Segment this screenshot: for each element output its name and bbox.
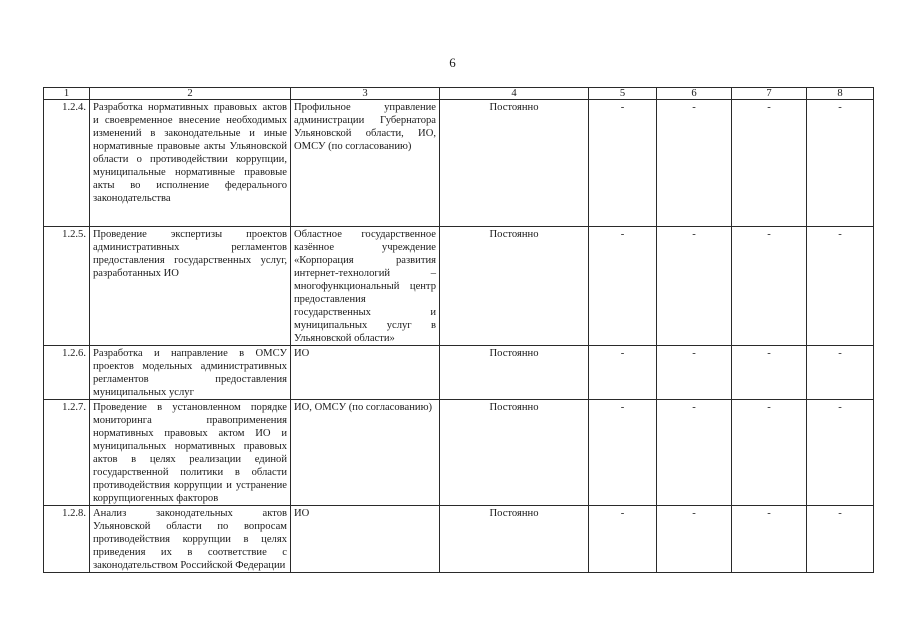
- term-cell: Постоянно: [440, 400, 589, 506]
- col8-cell: -: [807, 100, 874, 227]
- col8-cell: -: [807, 346, 874, 400]
- table-row: [44, 227, 874, 346]
- column-header: 1: [44, 88, 90, 100]
- table-row: [44, 400, 874, 506]
- column-header: 6: [657, 88, 732, 100]
- executor-cell: Профильное управление администрации Губернатора Ульяновской области, ИО, ОМСУ (по согласованию): [291, 100, 440, 227]
- col5-cell: -: [589, 100, 657, 227]
- column-header: 3: [291, 88, 440, 100]
- page-number: 6: [449, 55, 456, 70]
- executor-cell: Областное государственное казённое учреждение «Корпорация развития интернет-технологий – многофункциональный центр предоставления государственных и муниципальных услуг в Ульяновской области»: [291, 227, 440, 346]
- executor-cell: ИО: [291, 346, 440, 400]
- col8-cell: -: [807, 227, 874, 346]
- table-row: [44, 346, 874, 400]
- measure-description: Разработка нормативных правовых актов и своевременное внесение необходимых изменений в законодательные и иные нормативные правовые акты Ульяновской области о противодействии коррупции, муниципальные нормативные правовые акты во исполнение федерального законодательства: [90, 100, 291, 227]
- column-header: 5: [589, 88, 657, 100]
- col6-cell: -: [657, 346, 732, 400]
- table-row: [44, 506, 874, 573]
- col8-cell: -: [807, 506, 874, 573]
- col6-cell: -: [657, 506, 732, 573]
- term-cell: Постоянно: [440, 506, 589, 573]
- col6-cell: -: [657, 227, 732, 346]
- item-number: 1.2.8.: [44, 506, 90, 573]
- measure-description: Разработка и направление в ОМСУ проектов модельных административных регламентов предоставления муниципальных услуг: [90, 346, 291, 400]
- col5-cell: -: [589, 400, 657, 506]
- col6-cell: -: [657, 100, 732, 227]
- column-header: 4: [440, 88, 589, 100]
- measure-description: Проведение в установленном порядке мониторинга правоприменения нормативных правовых актом ИО и муниципальных нормативных правовых актов в целях реализации единой государственной политики в области противодействия коррупции и устранение коррупциогенных факторов: [90, 400, 291, 506]
- executor-cell: ИО: [291, 506, 440, 573]
- term-cell: Постоянно: [440, 346, 589, 400]
- col5-cell: -: [589, 227, 657, 346]
- item-number: 1.2.5.: [44, 227, 90, 346]
- term-cell: Постоянно: [440, 100, 589, 227]
- measure-description: Анализ законодательных актов Ульяновской области по вопросам противодействия коррупции в целях приведения их в соответствие с законодательством Российской Федерации: [90, 506, 291, 573]
- col7-cell: -: [732, 100, 807, 227]
- item-number: 1.2.7.: [44, 400, 90, 506]
- measure-description: Проведение экспертизы проектов административных регламентов предоставления государственных услуг, разработанных ИО: [90, 227, 291, 346]
- col5-cell: -: [589, 506, 657, 573]
- col7-cell: -: [732, 506, 807, 573]
- table-row: [44, 100, 874, 227]
- item-number: 1.2.6.: [44, 346, 90, 400]
- column-header: 8: [807, 88, 874, 100]
- col7-cell: -: [732, 227, 807, 346]
- executor-cell: ИО, ОМСУ (по согласованию): [291, 400, 440, 506]
- col7-cell: -: [732, 346, 807, 400]
- col8-cell: -: [807, 400, 874, 506]
- column-header: 7: [732, 88, 807, 100]
- col6-cell: -: [657, 400, 732, 506]
- table-header-row: [44, 88, 874, 100]
- column-header: 2: [90, 88, 291, 100]
- term-cell: Постоянно: [440, 227, 589, 346]
- col7-cell: -: [732, 400, 807, 506]
- col5-cell: -: [589, 346, 657, 400]
- item-number: 1.2.4.: [44, 100, 90, 227]
- measures-table: [43, 87, 874, 573]
